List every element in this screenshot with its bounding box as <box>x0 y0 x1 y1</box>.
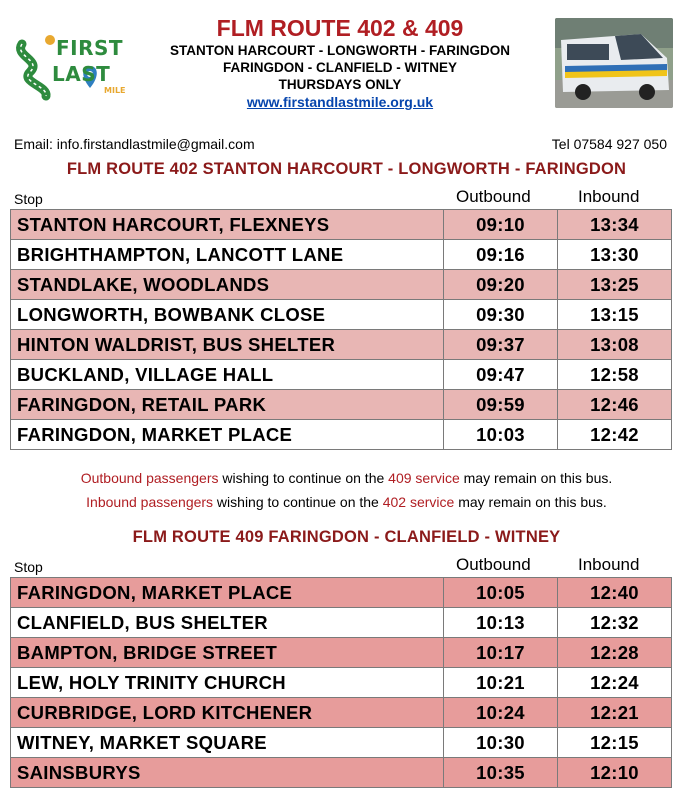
note-inbound-highlight: Inbound passengers <box>86 494 214 510</box>
note-inbound <box>0 494 693 510</box>
inbound-time: 12:21 <box>558 698 672 728</box>
inbound-time: 13:25 <box>558 270 672 300</box>
minibus-photo <box>555 18 673 108</box>
table-row <box>11 608 672 638</box>
stop-name: BRIGHTHAMPTON, LANCOTT LANE <box>11 240 444 270</box>
website-link[interactable]: www.firstandlastmile.org.uk <box>246 94 434 110</box>
outbound-time: 09:10 <box>444 210 558 240</box>
inbound-time: 12:42 <box>558 420 672 450</box>
title-block <box>140 14 540 111</box>
stop-name: STANTON HARCOURT, FLEXNEYS <box>11 210 444 240</box>
note-outbound <box>0 470 693 486</box>
outbound-time: 10:35 <box>444 758 558 788</box>
stop-name: SAINSBURYS <box>11 758 444 788</box>
route-402-outbound-header: Outbound <box>456 187 531 206</box>
stop-name: HINTON WALDRIST, BUS SHELTER <box>11 330 444 360</box>
outbound-time: 09:16 <box>444 240 558 270</box>
table-row <box>11 758 672 788</box>
inbound-time: 12:24 <box>558 668 672 698</box>
stop-name: CURBRIDGE, LORD KITCHENER <box>11 698 444 728</box>
inbound-time: 12:10 <box>558 758 672 788</box>
minibus-icon <box>555 18 673 108</box>
header <box>0 0 693 130</box>
stop-name: BUCKLAND, VILLAGE HALL <box>11 360 444 390</box>
stop-name: LONGWORTH, BOWBANK CLOSE <box>11 300 444 330</box>
stop-name: CLANFIELD, BUS SHELTER <box>11 608 444 638</box>
note-inbound-service: 402 service <box>382 494 455 510</box>
inbound-time: 12:32 <box>558 608 672 638</box>
note-inbound-text: wishing to continue on the <box>213 494 383 510</box>
subtitle-line-2: FARINGDON - CLANFIELD - WITNEY <box>223 60 457 75</box>
route-409-timetable <box>10 577 672 788</box>
stop-name: FARINGDON, RETAIL PARK <box>11 390 444 420</box>
outbound-time: 09:37 <box>444 330 558 360</box>
stop-name: LEW, HOLY TRINITY CHURCH <box>11 668 444 698</box>
contact-phone: Tel 07584 927 050 <box>551 136 667 152</box>
outbound-time: 10:13 <box>444 608 558 638</box>
route-409-stop-header: Stop <box>14 559 43 575</box>
table-row <box>11 698 672 728</box>
inbound-time: 12:40 <box>558 578 672 608</box>
route-409-title: FLM ROUTE 409 FARINGDON - CLANFIELD - WITNEY <box>132 528 561 546</box>
subtitle-line-3: THURSDAYS ONLY <box>278 77 402 92</box>
route-402-timetable <box>10 209 672 450</box>
note-outbound-end: may remain on this bus. <box>459 470 613 486</box>
logo-word-first: FIRST <box>56 36 124 60</box>
outbound-time: 09:47 <box>444 360 558 390</box>
contact-email: Email: info.firstandlastmile@gmail.com <box>14 136 255 152</box>
subtitle-line-1: STANTON HARCOURT - LONGWORTH - FARINGDON <box>170 43 510 58</box>
table-row <box>11 390 672 420</box>
route-409-inbound-header: Inbound <box>578 555 640 574</box>
inbound-time: 12:58 <box>558 360 672 390</box>
table-row <box>11 668 672 698</box>
inbound-time: 12:46 <box>558 390 672 420</box>
inbound-time: 13:08 <box>558 330 672 360</box>
outbound-time: 10:17 <box>444 638 558 668</box>
note-outbound-text: wishing to continue on the <box>218 470 389 486</box>
stop-name: FARINGDON, MARKET PLACE <box>11 420 444 450</box>
inbound-time: 13:30 <box>558 240 672 270</box>
page-title: FLM ROUTE 402 & 409 <box>216 15 464 41</box>
stop-name: FARINGDON, MARKET PLACE <box>11 578 444 608</box>
stop-name: STANDLAKE, WOODLANDS <box>11 270 444 300</box>
table-row <box>11 420 672 450</box>
outbound-time: 10:24 <box>444 698 558 728</box>
table-row <box>11 330 672 360</box>
logo-word-mile: MILE <box>104 86 126 95</box>
outbound-time: 10:05 <box>444 578 558 608</box>
stop-name: WITNEY, MARKET SQUARE <box>11 728 444 758</box>
route-402-stop-header: Stop <box>14 191 43 207</box>
table-row <box>11 578 672 608</box>
table-row <box>11 360 672 390</box>
table-row <box>11 638 672 668</box>
outbound-time: 10:03 <box>444 420 558 450</box>
outbound-time: 10:21 <box>444 668 558 698</box>
table-row <box>11 270 672 300</box>
outbound-time: 09:59 <box>444 390 558 420</box>
note-outbound-service: 409 service <box>388 470 460 486</box>
table-row <box>11 728 672 758</box>
outbound-time: 10:30 <box>444 728 558 758</box>
inbound-time: 13:34 <box>558 210 672 240</box>
table-row <box>11 210 672 240</box>
first-last-mile-logo <box>12 30 132 102</box>
note-inbound-end: may remain on this bus. <box>454 494 607 510</box>
logo-word-last: LAST <box>52 62 111 86</box>
outbound-time: 09:20 <box>444 270 558 300</box>
table-row <box>11 300 672 330</box>
route-402-title: FLM ROUTE 402 STANTON HARCOURT - LONGWORTH - FARINGDON <box>66 160 627 178</box>
route-409-outbound-header: Outbound <box>456 555 531 574</box>
inbound-time: 12:15 <box>558 728 672 758</box>
route-402-inbound-header: Inbound <box>578 187 640 206</box>
outbound-time: 09:30 <box>444 300 558 330</box>
table-row <box>11 240 672 270</box>
stop-name: BAMPTON, BRIDGE STREET <box>11 638 444 668</box>
note-outbound-highlight: Outbound passengers <box>80 470 219 486</box>
inbound-time: 13:15 <box>558 300 672 330</box>
inbound-time: 12:28 <box>558 638 672 668</box>
